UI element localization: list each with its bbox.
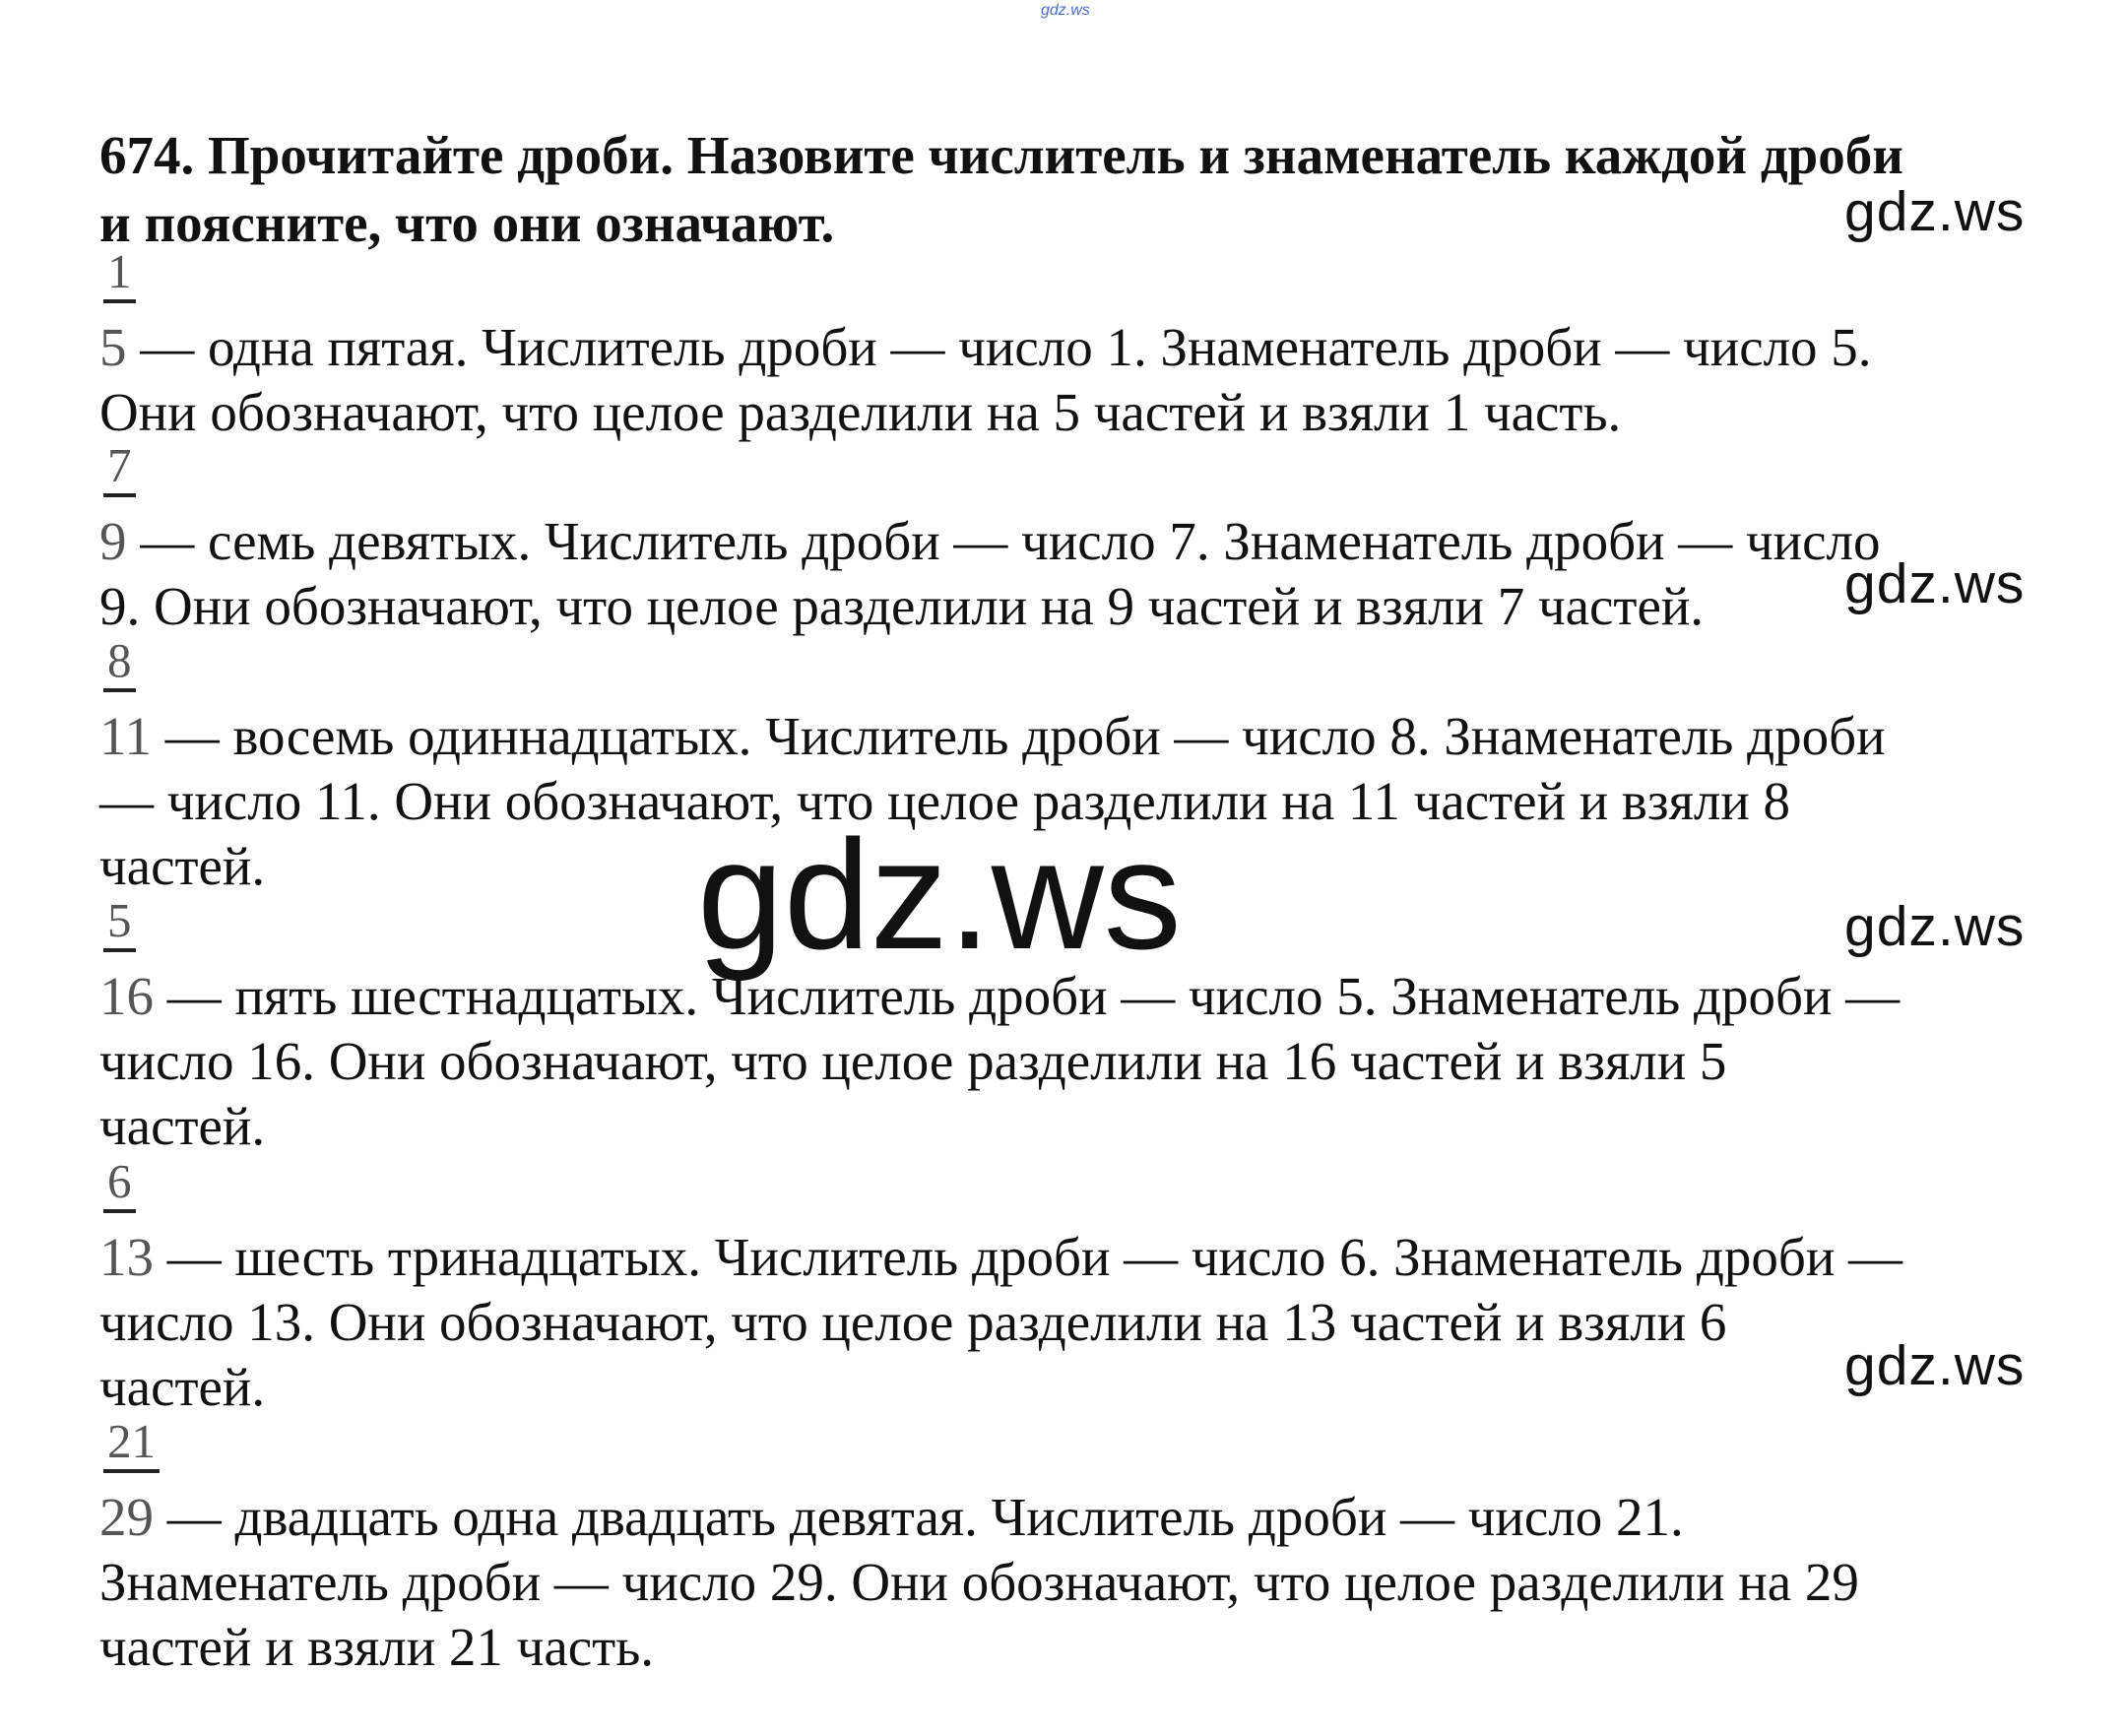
watermark-small: gdz.ws bbox=[1844, 180, 2026, 243]
fraction-numerator: 21 bbox=[107, 1414, 156, 1468]
fraction-denominator: 29 bbox=[99, 1487, 154, 1547]
fraction-5 bbox=[103, 1154, 136, 1215]
fraction-numerator: 7 bbox=[107, 438, 132, 492]
entry-1-line-1 bbox=[99, 317, 1872, 377]
entry-text: — шесть тринадцатых. Числитель дроби — число 6. Знаменатель дроби — bbox=[154, 1227, 1903, 1287]
fraction-6 bbox=[103, 1414, 160, 1475]
entry-5-line-3: частей. bbox=[99, 1357, 266, 1417]
title-line-2: и поясните, что они означают. bbox=[99, 193, 835, 253]
entry-3-line-1 bbox=[99, 706, 1886, 766]
fraction-bar bbox=[103, 299, 136, 303]
entry-5-line-1 bbox=[99, 1227, 1903, 1287]
fraction-4 bbox=[103, 893, 136, 954]
fraction-numerator: 8 bbox=[107, 633, 132, 687]
fraction-denominator: 11 bbox=[99, 706, 152, 766]
exercise-title bbox=[99, 121, 2069, 257]
entry-3-line-2: — число 11. Они обозначают, что целое разделили на 11 частей и взяли 8 bbox=[99, 771, 1791, 831]
entry-text: — одна пятая. Числитель дроби — число 1. Знаменатель дроби — число 5. bbox=[126, 317, 1872, 377]
entry-text: — пять шестнадцатых. Числитель дроби — число 5. Знаменатель дроби — bbox=[154, 966, 1901, 1026]
watermark-small: gdz.ws bbox=[1844, 1334, 2026, 1397]
fraction-bar bbox=[103, 688, 136, 692]
watermark-small: gdz.ws bbox=[1844, 552, 2026, 615]
fraction-numerator: 1 bbox=[107, 244, 132, 298]
entry-4-line-3: частей. bbox=[99, 1096, 266, 1156]
watermark-small: gdz.ws bbox=[1844, 895, 2026, 958]
watermark-large: gdz.ws bbox=[697, 808, 1182, 982]
fraction-numerator: 6 bbox=[107, 1154, 132, 1208]
fraction-denominator: 16 bbox=[99, 966, 154, 1026]
fraction-denominator: 9 bbox=[99, 511, 127, 571]
entry-6-line-3: частей и взяли 21 часть. bbox=[99, 1617, 655, 1677]
fraction-1 bbox=[103, 244, 136, 305]
fraction-2 bbox=[103, 438, 136, 499]
fraction-3 bbox=[103, 633, 136, 694]
entry-3-line-3: частей. bbox=[99, 836, 266, 896]
entry-6-line-1 bbox=[99, 1487, 1684, 1547]
title-line-1: 674. Прочитайте дроби. Назовите числитель и знаменатель каждой дроби bbox=[99, 125, 1903, 185]
entry-text: — восемь одиннадцатых. Числитель дроби — число 8. Знаменатель дроби bbox=[151, 706, 1886, 766]
fraction-bar bbox=[103, 493, 136, 497]
entry-4-line-2: число 16. Они обозначают, что целое разделили на 16 частей и взяли 5 bbox=[99, 1031, 1727, 1091]
entry-2-line-2: 9. Они обозначают, что целое разделили на 9 частей и взяли 7 частей. bbox=[99, 576, 1705, 636]
fraction-denominator: 13 bbox=[99, 1227, 154, 1287]
entry-6-line-2: Знаменатель дроби — число 29. Они обозначают, что целое разделили на 29 bbox=[99, 1552, 1859, 1612]
entry-1-line-2: Они обозначают, что целое разделили на 5 частей и взяли 1 часть. bbox=[99, 382, 1622, 442]
fraction-numerator: 5 bbox=[107, 893, 132, 947]
entry-5-line-2: число 13. Они обозначают, что целое разделили на 13 частей и взяли 6 bbox=[99, 1292, 1727, 1352]
entry-text: — семь девятых. Числитель дроби — число 7. Знаменатель дроби — число bbox=[126, 511, 1881, 571]
entry-2-line-1 bbox=[99, 511, 1881, 571]
entry-text: — двадцать одна двадцать девятая. Числитель дроби — число 21. bbox=[154, 1487, 1684, 1547]
fraction-bar bbox=[103, 1469, 160, 1473]
fraction-bar bbox=[103, 948, 136, 952]
fraction-denominator: 5 bbox=[99, 317, 127, 377]
top-watermark: gdz.ws bbox=[1041, 2, 1090, 19]
fraction-bar bbox=[103, 1209, 136, 1213]
